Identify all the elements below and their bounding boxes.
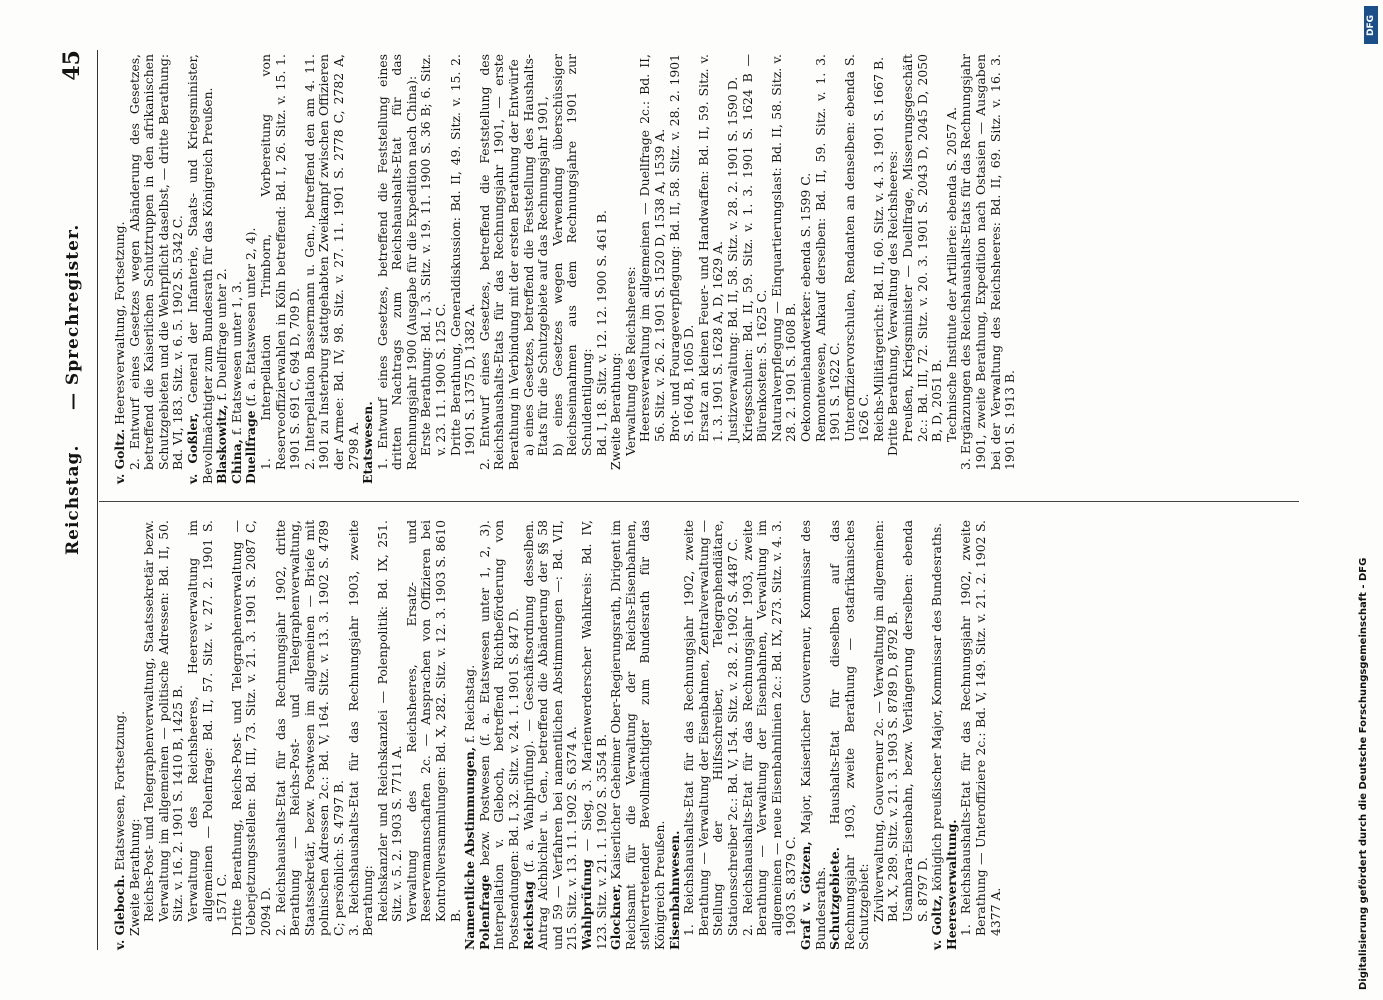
register-entry xyxy=(244,54,259,484)
register-entry xyxy=(449,54,478,484)
register-entry xyxy=(959,520,1003,950)
register-entry xyxy=(959,54,1017,484)
register-entry xyxy=(668,520,683,950)
entry-text: Dritte Berathung, Verwaltung des Reichsheeres: xyxy=(885,150,901,456)
entry-heading: v. Goßler, xyxy=(184,412,200,484)
entry-text: Zweite Berathung: xyxy=(608,352,624,470)
entry-text: Verwaltung des Reichsheeres, Ersatz- und Reservemannschaften 2c. — Ansprachen von Offizieren bei Kontrollversammlungen: Bd. X, 282. Sitz. v. 12. 3. 1903 S. 8610 B. xyxy=(403,520,463,922)
register-entry xyxy=(186,54,215,484)
register-entry xyxy=(522,54,551,484)
entry-heading: Polenfrage xyxy=(476,874,492,950)
entry-text: 2. Interpellation Bassermann u. Gen., betreffend den am 4. 11. 1901 zu Insterburg stattgehabten Zweikampf zwischen Offizieren der Armee: Bd. IV, 98. Sitz. v. 27. 11. 1901 S. 2778 C, 2782 A, 2798 A. xyxy=(301,54,361,470)
entry-text: b) eines Gesetzes wegen Verwendung überschüssiger Reichseinnahmen aus dem Rechnungsjahre 1901 zur Schuldentilgung: xyxy=(549,54,594,456)
entry-text: Technische Institute der Artillerie: ebenda S. 2057 A. xyxy=(943,106,959,442)
entry-heading: Eisenbahnwesen. xyxy=(666,830,682,950)
entry-text: Dritte Berathung, Reichs-Post- und Telegraphenverwaltung — Ueberjetzungsstellen: Bd. III, 73. Sitz. v. 21. 3. 1901 S. 2087 C, 2094 D. xyxy=(228,520,273,936)
left-column xyxy=(113,520,1003,950)
entry-heading: Graf v. Götzen, xyxy=(797,841,813,950)
register-entry xyxy=(872,520,901,950)
entry-text: Heeresverwaltung, Fortsetzung. xyxy=(112,221,127,425)
entry-text: 2. Entwurf eines Gesetzes wegen Abänderung des Gesetzes, betreffend die Kaiserlichen Schutztruppen in den afrikanischen Schutzgebieten und die Wehrpflicht daselbst, — dritte Berathung: Bd. VI, 183. Sitz. v. 6. 5. 1902 S. 5342 C. xyxy=(126,54,186,470)
entry-text: Etatswesen, Fortsetzung. xyxy=(112,710,127,871)
entry-text: Oekonomiehandwerker: ebenda S. 1599 C. xyxy=(797,172,813,442)
register-entry xyxy=(580,520,609,950)
register-entry xyxy=(113,520,128,950)
register-entry xyxy=(799,54,814,484)
entry-text: 1. Interpellation Trimborn, Vorbereitung von Reserveoffizierwahlen in Köln betreffend: Bd. I, 26. Sitz. v. 15. 1. 1901 S. 691 C, 694 D, 709 D. xyxy=(257,54,303,470)
register-entry xyxy=(828,520,872,950)
entry-text: Heeresverwaltung im allgemeinen — Duellfrage 2c.: Bd. II, 56. Sitz. v. 26. 2. 1901 S. 1520 D, 1538 A, 1539 A. xyxy=(637,54,667,442)
entry-text: Erste Berathung: Bd. I, 3. Sitz. v. 19. 11. 1900 S. 36 B; 6. Sitz. v. 23. 11. 1900 S. 125 C. xyxy=(418,54,449,456)
register-entry xyxy=(259,54,303,484)
register-entry xyxy=(230,520,274,950)
register-entry xyxy=(930,520,945,950)
header-rule xyxy=(97,50,98,950)
entry-heading: Etatswesen. xyxy=(360,401,376,484)
register-entry xyxy=(886,54,901,484)
register-entry xyxy=(405,520,463,950)
entry-text: Bd. I, 18. Sitz. v. 12. 12. 1900 S. 461 B. xyxy=(593,210,609,456)
entry-heading: Duellfrage xyxy=(243,410,259,484)
register-entry xyxy=(419,54,448,484)
entry-text: Reichs-Post- und Telegraphenverwaltung, Staatssekretär bezw. Verwaltung im allgemeinen — politische Adressen: Bd. II, 50. Sitz. v. 16. 2. 1901 S. 1410 B, 1425 B. xyxy=(141,520,186,922)
entry-text: 1. Reichshaushalts-Etat für das Rechnungsjahr 1902, zweite Berathung — Verwaltung der Eisenbahnen, Zentralverwaltung — Stellung der Hilfsschreiber, Telegraphendiätare, Stationsschreiber 2c.: Bd. V, 154. Sitz. v. 28. 2. 1902 S. 4487 C. xyxy=(681,520,740,936)
entry-text: a) eines Gesetzes, betreffend die Feststellung des Haushalts-Etats für die Schutzgebiete auf das Rechnungsjahr 1901, xyxy=(520,54,551,456)
register-entry xyxy=(478,520,522,950)
entry-text: Reichs-Militärgericht: Bd. II, 60. Sitz. v. 4. 3. 1901 S. 1667 B. xyxy=(870,56,886,442)
entry-text: Verwaltung des Reichsheeres, Heeresverwaltung im allgemeinen — Polenfrage: Bd. II, 57. Sitz. v. 27. 2. 1901 S. 1571 C. xyxy=(184,520,230,922)
register-entry xyxy=(726,54,741,484)
entry-heading: Namentliche Abstimmungen, xyxy=(462,746,478,950)
entry-text: Preußen, Kriegsminister — Duellfrage, Misserungsgeschäft 2c.: Bd. III, 72. Sitz. v. 20. 3. 1901 S. 2043 D, 2045 D, 2050 B, D, 2051 B. xyxy=(900,54,945,442)
register-entry xyxy=(113,54,128,484)
entry-text: Unteroffiziervorschulen, Rendanten an denselben: ebenda S. 1626 C. xyxy=(841,54,872,442)
entry-text: königlich preußischer Major, Kommissar des Bundesraths. xyxy=(929,522,945,891)
entry-heading: Reichstag xyxy=(520,881,536,950)
entry-text: 2. Entwurf eines Gesetzes, betreffend die Feststellung des Reichshaushalts-Etats für das Rechnungsjahr 1901, — erste Berathung in Verbindung mit der ersten Berathung der Entwürfe xyxy=(476,54,522,470)
entry-heading: v. Goltz. xyxy=(112,428,127,484)
register-entry xyxy=(945,520,960,950)
header-left-title: Reichstag. xyxy=(63,444,83,555)
register-entry xyxy=(347,520,376,950)
register-entry xyxy=(770,54,799,484)
register-entry xyxy=(361,54,376,484)
entry-text: Major, Kaiserlicher Gouverneur, Kommissar des Bundesraths. xyxy=(797,520,828,950)
entry-text: (f. a. Wahlprüfung). — Geschäftsordnung desselben. Antrag Aichbichler u. Gen., betreffend die Abänderung der §§ 58 und 59 — Verfahren bei namentlichen Abstimmungen —: Bd. VII, 215. Sitz. v. 13. 11. 1902 S. 6374 A. xyxy=(520,520,580,950)
register-entry xyxy=(142,520,186,950)
entry-text: Reichskanzler und Reichskanzlei — Polenpolitik: Bd. IX, 251. Sitz. v. 5. 2. 1903 S. 7711 A. xyxy=(374,520,405,922)
register-entry xyxy=(376,54,420,484)
register-entry xyxy=(463,520,478,950)
entry-heading: China, xyxy=(228,439,244,484)
entry-text: f. Duellfrage unter 2. xyxy=(214,268,230,401)
rotated-page-content xyxy=(55,50,1305,950)
header-right-title: — Sprechregister. xyxy=(63,223,83,410)
entry-heading: v. Goltz, xyxy=(929,894,945,950)
register-entry xyxy=(624,54,639,484)
register-entry xyxy=(274,520,347,950)
register-entry xyxy=(215,54,230,484)
register-entry xyxy=(668,54,697,484)
entry-text: Zweite Berathung: xyxy=(126,818,142,936)
entry-text: 1. Entwurf eines Gesetzes, betreffend die Feststellung eines dritten Nachtrags zum Reichshaushalts-Etat für das Rechnungsjahr 1900 (Ausgabe für die Expedition nach China): xyxy=(374,54,419,470)
register-entry xyxy=(741,54,770,484)
register-entry xyxy=(609,520,667,950)
register-entry xyxy=(872,54,887,484)
register-entry xyxy=(128,520,143,950)
entry-heading: Wahlprüfung xyxy=(579,859,594,950)
register-entry xyxy=(697,54,726,484)
register-entry xyxy=(522,520,580,950)
entry-text: Remontewesen, Ankauf derselben: Bd. II, 59. Sitz. v. 1. 3. 1901 S. 1622 C. xyxy=(812,54,843,442)
register-entry xyxy=(128,54,186,484)
register-entry xyxy=(814,54,843,484)
entry-text: 2. Reichshaushalts-Etat für das Rechnungsjahr 1902, dritte Berathung — Reichs-Post- und Telegraphenverwaltung, Staatssekretär, bezw. Postwesen im allgemeinen — Briefe mit polnischen Adressen 2c.: Bd. V, 164. Sitz. v. 13. 3. 1902 S. 4789 C; persönlich: S. 4797 B. xyxy=(272,520,346,936)
register-entry xyxy=(741,520,799,950)
entry-text: 2. Reichshaushalts-Etat für das Rechnungsjahr 1903, zweite Berathung — Verwaltung der Eisenbahnen, Verwaltung im allgemeinen — neue Eisenbahnlinien 2c.: Bd. IX, 273. Sitz. v. 4. 3. 1903 S. 8379 C. xyxy=(739,520,799,936)
entry-text: General der Infanterie, Staats- und Kriegsminister, Bevollmächtigter zum Bundesrath für das Königreich Preußen. xyxy=(184,54,215,484)
entry-text: 3. Reichshaushalts-Etat für das Rechnungsjahr 1903, zweite Berathung: xyxy=(345,520,376,936)
entry-text: Ersatz an kleinen Feuer- und Handwaffen: Bd. II, 59. Sitz. v. 1. 3. 1901 S. 1628 A, D, 1629 A. xyxy=(695,54,726,442)
register-entry xyxy=(901,520,930,950)
dfg-logo-badge: DFG xyxy=(1364,6,1378,44)
register-entry xyxy=(478,54,522,484)
entry-text: Naturalverpflegung — Einquartierungslast: Bd. II, 58. Sitz. v. 28. 2. 1901 S. 1608 B. xyxy=(768,54,799,442)
entry-text: 1. Reichshaushalts-Etat für das Rechnungsjahr 1902, zweite Berathung — Unteroffiziere 2c.: Bd. V, 149. Sitz. v. 21. 2. 1902 S. 4377 A. xyxy=(958,520,1003,936)
register-entry xyxy=(376,520,405,950)
register-entry xyxy=(609,54,624,484)
register-entry xyxy=(595,54,610,484)
right-column xyxy=(113,54,1018,484)
entry-text: Usambara-Eisenbahn, bezw. Verlängerung derselben: ebenda S. 8797 D. xyxy=(900,520,930,922)
entry-text: Justizverwaltung: Bd. II, 58. Sitz. v. 28. 2. 1901 S. 1590 D. xyxy=(724,76,740,442)
entry-heading: Heeresverwaltung. xyxy=(943,819,959,950)
entry-text: Verwaltung des Reichsheeres: xyxy=(622,266,638,456)
register-entry xyxy=(901,54,945,484)
entry-text: bezw. Postwesen (f. a. Etatswesen unter 1, 2, 3). Interpellation v. Gleboch, betreffend Richtbeförderung von Postsendungen: Bd. I, 32. Sitz. v. 24. 1. 1901 S. 847 D. xyxy=(476,520,522,950)
register-entry xyxy=(551,54,595,484)
entry-text: Kaiserlicher Geheimer Ober-Regierungsrath, Dirigent im Reichsamt für die Verwaltung der Reichs-Eisenbahnen, stellvertretender Bevollmächtigter zum Bundesrath für das Königreich Preußen. xyxy=(608,520,667,950)
entry-text: Haushalts-Etat für dieselben auf das Rechnungsjahr 1903, zweite Berathung — ostafrikanisches Schutzgebiet: xyxy=(827,520,872,950)
column-separator xyxy=(99,501,1299,502)
entry-text: Kriegsschulen: Bd. II, 59. Sitz. v. 1. 3. 1901 S. 1624 B — Bürenkosten: S. 1625 C. xyxy=(739,54,770,442)
register-entry xyxy=(799,520,828,950)
running-header xyxy=(55,50,95,950)
entry-heading: Schutzgebiete. xyxy=(827,847,843,950)
digitization-credit: Digitalisierung gefördert durch die Deutsche Forschungsgemeinschaft - DFG xyxy=(1358,557,1369,990)
entry-text: f. Reichstag. xyxy=(462,664,478,743)
entry-text: Brot- und Fourageverpflegung: Bd. II, 58. Sitz. v. 28. 2. 1901 S. 1604 B, 1605 D. xyxy=(666,54,697,442)
entry-heading: Glockner, xyxy=(608,883,624,950)
entry-text: Zivilverwaltung, Gouverneur 2c. — Verwaltung im allgemeinen: Bd. X, 289. Sitz. v. 21. 3. 1903 S. 8789 D, 8792 B. xyxy=(870,520,901,922)
register-entry xyxy=(303,54,361,484)
entry-text: 3. Ergänzungen des Reichshaushalts-Etats für das Rechnungsjahr 1901, zweite Berathung, Expedition nach Ostasien — Ausgaben bei der Verwaltung des Reichsheeres: Bd. II, 69. Sitz. v. 16. 3. 1901 S. 1913 B. xyxy=(958,54,1018,470)
entry-text: f. Etatswesen unter 1, 3. xyxy=(228,281,244,436)
entry-heading: v. Gleboch. xyxy=(112,874,127,950)
page-number: 45 xyxy=(59,50,85,81)
register-entry xyxy=(945,54,960,484)
register-entry xyxy=(186,520,230,950)
register-entry xyxy=(682,520,740,950)
register-entry xyxy=(230,54,245,484)
entry-text: — Sieg, 3. Marienwerderscher Wahlkreis: Bd. IV, 123. Sitz. v. 21. 1. 1902 S. 3554 B. xyxy=(579,520,609,950)
entry-text: (f. a. Etatswesen unter 2, 4). xyxy=(243,227,259,407)
entry-text: Dritte Berathung, Generaldiskussion: Bd. II, 49. Sitz. v. 15. 2. 1901 S. 1375 D, 1382 A. xyxy=(447,54,478,456)
register-entry xyxy=(638,54,667,484)
register-entry xyxy=(843,54,872,484)
entry-heading: Blaskowitz, xyxy=(214,404,230,484)
